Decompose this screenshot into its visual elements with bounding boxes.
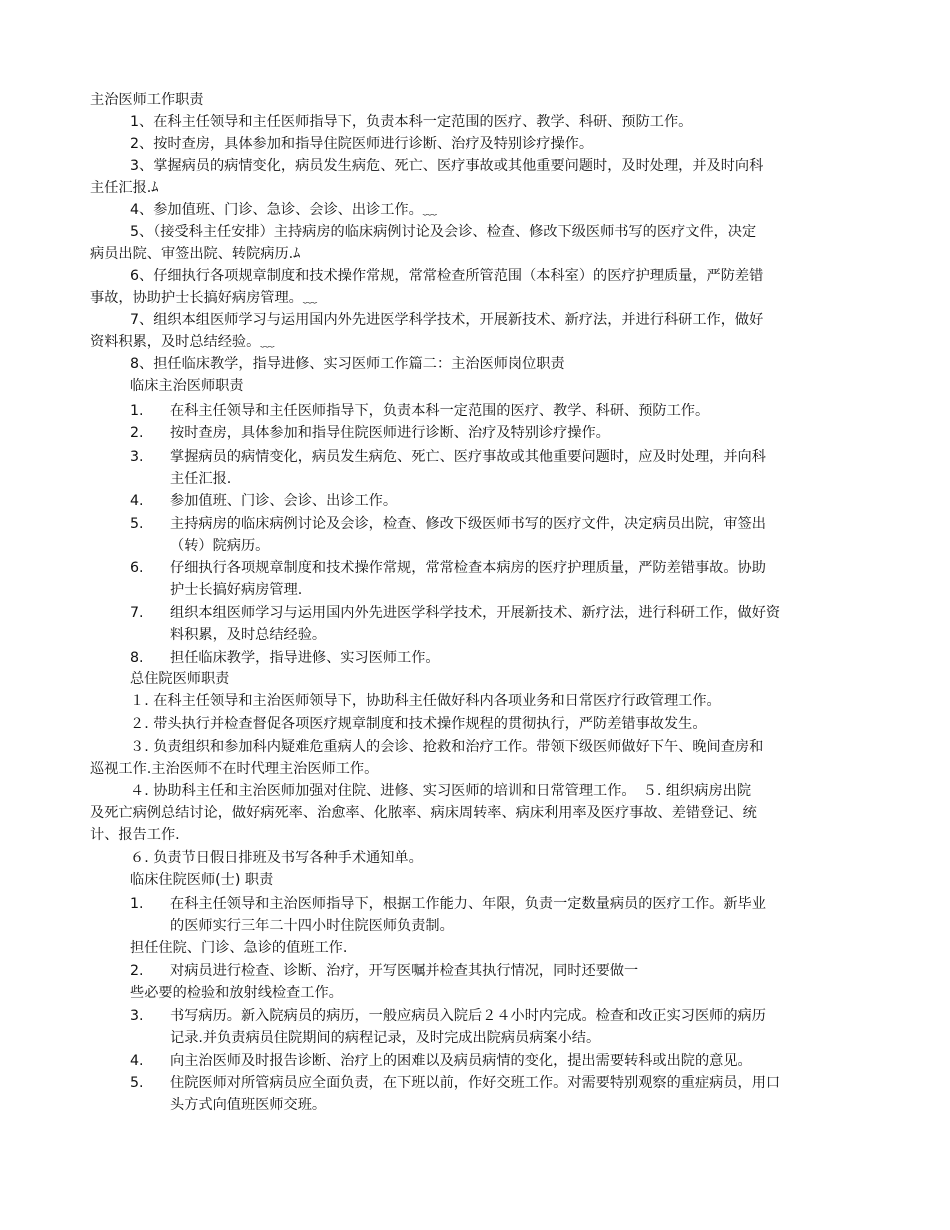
paragraph-line: 资料积累，及时总结经验。﹏ [90, 334, 275, 350]
paragraph-line: ２. 带头执行并检查督促各项医疗规章制度和技术操作规程的贯彻执行，严防差错事故发生。 [130, 716, 707, 732]
list-item-text: 在科主任领导和主治医师指导下，根据工作能力、年限，负责一定数量病员的医疗工作。新毕业 [170, 896, 766, 912]
list-item-text: 组织本组医师学习与运用国内外先进医学科学技术，开展新技术、新疗法，进行科研工作，做好资 [170, 605, 781, 621]
paragraph-line: ４. 协助科主任和主治医师加强对住院、进修、实习医师的培训和日常管理工作。 ５. 组织病房出院 [130, 783, 752, 799]
paragraph-line: ３. 负责组织和参加科内疑难危重病人的会诊、抢救和治疗工作。带领下级医师做好下午、晚间查房和 [130, 739, 764, 755]
list-item-text: 的医师实行三年二十四小时住院医师负责制。 [170, 918, 454, 934]
list-item-text: 向主治医师及时报告诊断、治疗上的困难以及病员病情的变化，提出需要转科或出院的意见。 [170, 1053, 752, 1069]
paragraph-line: 计、报告工作. [90, 827, 180, 843]
list-item-text: 对病员进行检查、诊断、治疗，开写医嘱并检查其执行情况，同时还要做一 [170, 963, 639, 979]
list-number: 8. [130, 650, 144, 666]
section-title: 总住院医师职责 [130, 671, 230, 687]
list-number: 2. [130, 425, 144, 441]
section-title: 主治医师工作职责 [90, 92, 204, 108]
list-item-text: 掌握病员的病情变化，病员发生病危、死亡、医疗事故或其他重要问题时，应及时处理，并向科 [170, 449, 766, 465]
list-number: 4. [130, 493, 144, 509]
list-item-text: 参加值班、门诊、会诊、出诊工作。 [170, 493, 398, 509]
list-item-text: 仔细执行各项规章制度和技术操作常规，常常检查本病房的医疗护理质量，严防差错事故。协助 [170, 560, 766, 576]
paragraph-line: 7、组织本组医师学习与运用国内外先进医学科学技术，开展新技术、新疗法，并进行科研工作，做好 [130, 312, 764, 328]
list-number: 2. [130, 963, 144, 979]
list-item-text: 担任临床教学，指导进修、实习医师工作。 [170, 650, 440, 666]
list-number: 7. [130, 605, 144, 621]
list-item-text: 料积累，及时总结经验。 [170, 627, 327, 643]
paragraph-line: 病员出院、审签出院、转院病历.ﾑ [90, 246, 301, 262]
list-item-text: 主任汇报. [170, 471, 232, 487]
list-number: 4. [130, 1053, 144, 1069]
list-number: 6. [130, 560, 144, 576]
paragraph-line: 2、按时查房，具体参加和指导住院医师进行诊断、治疗及特别诊疗操作。 [130, 136, 594, 152]
paragraph-line: 巡视工作.主治医师不在时代理主治医师工作。 [90, 761, 379, 777]
list-item-text: 主持病房的临床病例讨论及会诊，检查、修改下级医师书写的医疗文件，决定病员出院，审签出 [170, 516, 766, 532]
paragraph-line: 些必要的检验和放射线检查工作。 [130, 985, 343, 1001]
paragraph-line: 5、（接受科主任安排）主持病房的临床病例讨论及会诊、检查、修改下级医师书写的医疗文件，决定 [130, 224, 757, 240]
list-item-text: 头方式向值班医师交班。 [170, 1097, 327, 1113]
list-item-text: 住院医师对所管病员应全面负责，在下班以前，作好交班工作。对需要特别观察的重症病员，用口 [170, 1075, 781, 1091]
paragraph-line: ６. 负责节日假日排班及书写各种手术通知单。 [130, 850, 423, 866]
list-number: 5. [130, 1075, 144, 1091]
paragraph-line: 4、参加值班、门诊、急诊、会诊、出诊工作。﹏ [130, 202, 437, 218]
list-item-text: 记录.并负责病员住院期间的病程记录，及时完成出院病员病案小结。 [170, 1030, 601, 1046]
list-item-text: 按时查房，具体参加和指导住院医师进行诊断、治疗及特别诊疗操作。 [170, 425, 610, 441]
list-number: 3. [130, 1008, 144, 1024]
paragraph-line: 8、担任临床教学，指导进修、实习医师工作篇二：主治医师岗位职责 [130, 356, 565, 372]
list-number: 1. [130, 403, 144, 419]
paragraph-line: 1、在科主任领导和主任医师指导下，负责本科一定范围的医疗、教学、科研、预防工作。 [130, 114, 693, 130]
section-title: 临床主治医师职责 [130, 378, 244, 394]
paragraph-line: 主任汇报.ﾑ [90, 180, 159, 196]
list-number: 3. [130, 449, 144, 465]
paragraph-line: １. 在科主任领导和主治医师领导下，协助科主任做好科内各项业务和日常医疗行政管理工作。 [130, 693, 721, 709]
paragraph-line: 3、掌握病员的病情变化，病员发生病危、死亡、医疗事故或其他重要问题时，及时处理，并及时向科 [130, 158, 764, 174]
paragraph-line: 担任住院、门诊、急诊的值班工作. [130, 940, 348, 956]
list-item-text: （转）院病历。 [170, 538, 270, 554]
list-number: 5. [130, 516, 144, 532]
paragraph-line: 事故，协助护士长搞好病房管理。﹏ [90, 290, 318, 306]
paragraph-line: 及死亡病例总结讨论，做好病死率、治愈率、化脓率、病床周转率、病床利用率及医疗事故、差错登记、统 [90, 805, 757, 821]
section-title: 临床住院医师(士) 职责 [130, 872, 274, 888]
list-item-text: 护士长搞好病房管理. [170, 582, 303, 598]
list-item-text: 书写病历。新入院病员的病历，一般应病员入院后２４小时内完成。检查和改正实习医师的病历 [170, 1008, 766, 1024]
list-item-text: 在科主任领导和主任医师指导下，负责本科一定范围的医疗、教学、科研、预防工作。 [170, 403, 710, 419]
list-number: 1. [130, 896, 144, 912]
paragraph-line: 6、仔细执行各项规章制度和技术操作常规，常常检查所管范围（本科室）的医疗护理质量，严防差错 [130, 268, 764, 284]
